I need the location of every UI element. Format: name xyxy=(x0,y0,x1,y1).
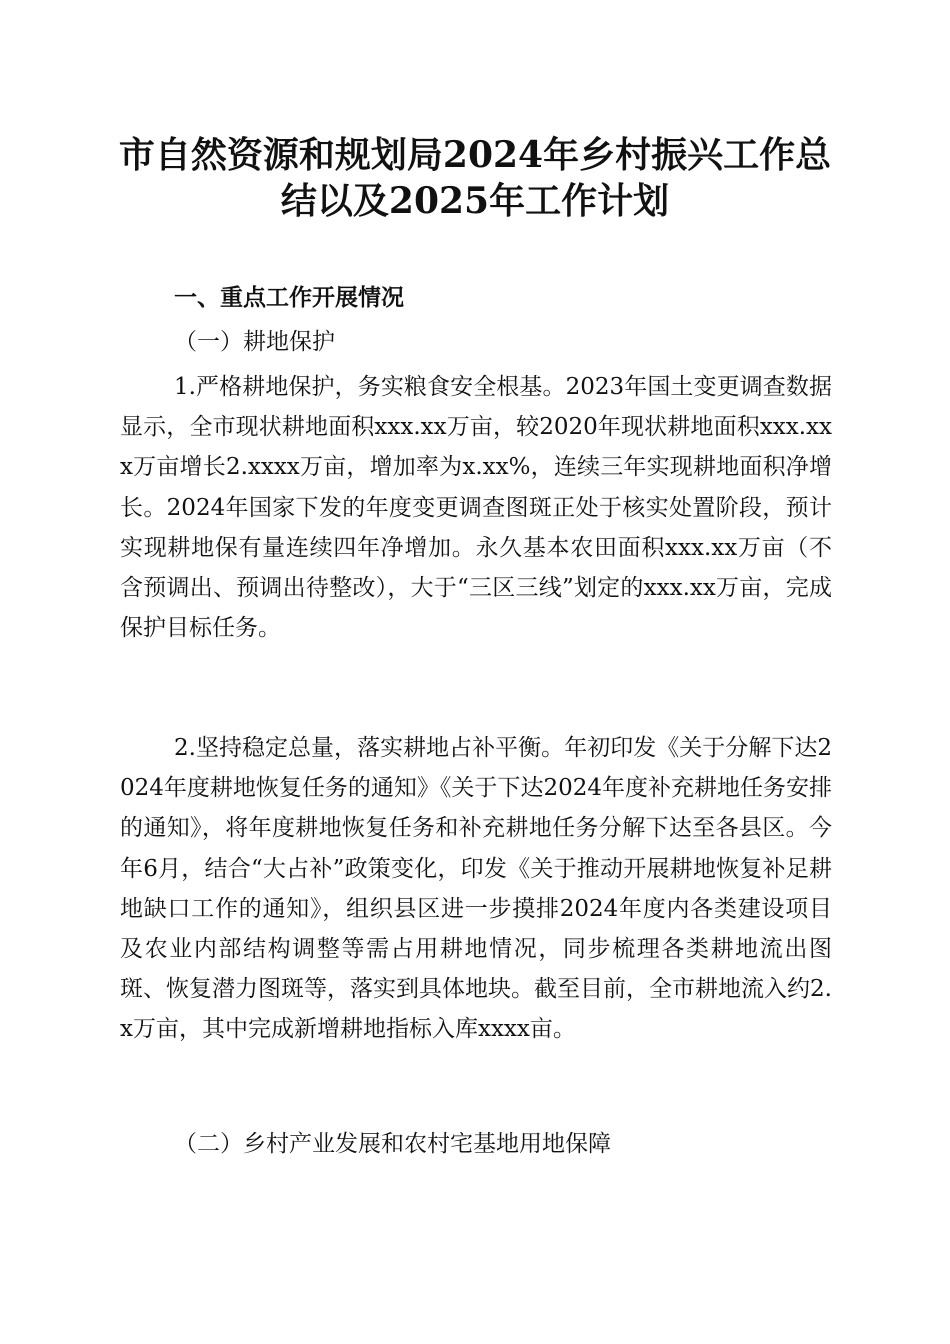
section-heading-1: 一、重点工作开展情况 xyxy=(174,285,404,311)
paragraph-1: 1.严格耕地保护，务实粮食安全根基。2023年国土变更调查数据显示，全市现状耕地面积xxx.xx万亩，较2020年现状耕地面积xxx.xxx万亩增长2.xxxx万亩，增加率为x.xx%，连续三年实现耕地面积净增长。2024年国家下发的年度变更调查图斑正处于核实处置阶段，预计实现耕地保有量连续四年净增加。永久基本农田面积xxx.xx万亩（不含预调出、预调出待整改），大于“三区三线”划定的xxx.xx万亩，完成保护目标任务。 xyxy=(120,374,832,642)
subsection-heading-2: （二）乡村产业发展和农村宅基地用地保障 xyxy=(174,1131,611,1157)
title-line-1: 市自然资源和规划局2024年乡村振兴工作总 xyxy=(118,134,832,176)
subsection-heading-1: （一）耕地保护 xyxy=(174,329,335,355)
title-line-2: 结以及2025年工作计划 xyxy=(280,180,670,222)
document-title xyxy=(110,132,840,224)
paragraph-2: 2.坚持稳定总量，落实耕地占补平衡。年初印发《关于分解下达2024年度耕地恢复任务的通知》《关于下达2024年度补充耕地任务安排的通知》，将年度耕地恢复任务和补充耕地任务分解下达至各县区。今年6月，结合“大占补”政策变化，印发《关于推动开展耕地恢复补足耕地缺口工作的通知》，组织县区进一步摸排2024年度内各类建设项目及农业内部结构调整等需占用耕地情况，同步梳理各类耕地流出图斑、恢复潜力图斑等，落实到具体地块。截至目前，全市耕地流入约2.x万亩，其中完成新增耕地指标入库xxxx亩。 xyxy=(120,735,832,1043)
